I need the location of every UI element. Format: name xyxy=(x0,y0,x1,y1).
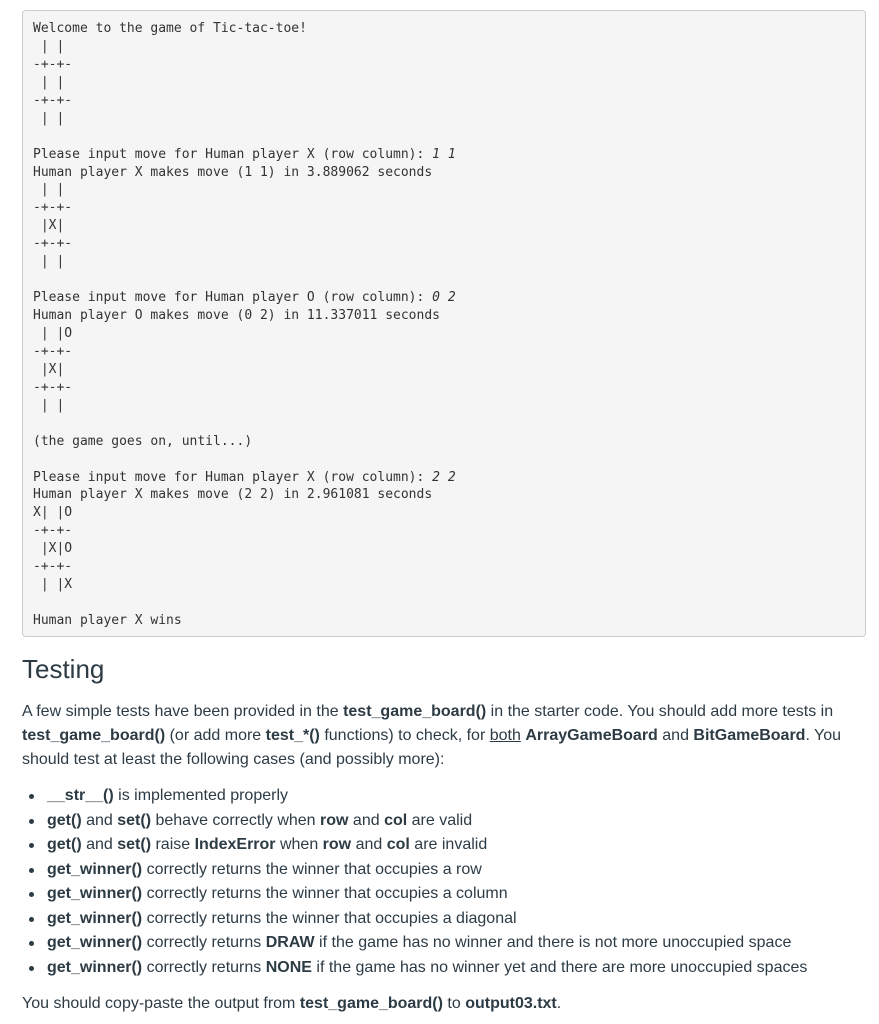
terminal-line: Human player X wins xyxy=(33,613,182,629)
terminal-line: -+-+- xyxy=(33,343,73,359)
user-input-value: 2 2 xyxy=(432,469,456,485)
class-name: ArrayGameBoard xyxy=(525,727,658,744)
terminal-line: -+-+- xyxy=(33,200,73,216)
terminal-line: | | xyxy=(33,182,73,198)
terminal-line: Human player X makes move (1 1) in 3.889062 seconds xyxy=(33,164,433,180)
list-item: get() and set() raise IndexError when row and col are invalid xyxy=(22,833,807,858)
terminal-line: Please input move for Human player O (row column): 0 2 xyxy=(33,290,456,306)
function-name: test_game_board() xyxy=(343,703,487,720)
terminal-line: | |O xyxy=(33,325,73,341)
terminal-line: |X| xyxy=(33,361,73,377)
function-name: test_game_board() xyxy=(22,727,166,744)
terminal-output-block xyxy=(22,10,866,637)
list-item: get_winner() correctly returns the winner that occupies a row xyxy=(22,858,807,883)
terminal-line: | | xyxy=(33,110,73,126)
list-item: get_winner() correctly returns NONE if the game has no winner yet and there are more unoccupied spaces xyxy=(22,956,807,981)
list-item: get_winner() correctly returns DRAW if the game has no winner and there is not more unoccupied space xyxy=(22,931,807,956)
terminal-line: (the game goes on, until...) xyxy=(33,433,253,449)
underlined-emphasis: both xyxy=(489,727,521,744)
terminal-line: |X|O xyxy=(33,541,73,557)
terminal-line: -+-+- xyxy=(33,379,73,395)
terminal-line: | | xyxy=(33,254,73,270)
list-item: __str__() is implemented properly xyxy=(22,784,807,809)
terminal-line: X| |O xyxy=(33,505,73,521)
terminal-line: | | xyxy=(33,38,73,54)
function-name: test_game_board() xyxy=(299,995,443,1012)
function-name: test_*() xyxy=(265,727,320,744)
terminal-line: -+-+- xyxy=(33,56,73,72)
terminal-line: | |X xyxy=(33,577,73,593)
terminal-line: | | xyxy=(33,74,73,90)
terminal-line: Please input move for Human player X (row column): 1 1 xyxy=(33,146,456,162)
terminal-line: Welcome to the game of Tic-tac-toe! xyxy=(33,21,307,36)
terminal-line: | | xyxy=(33,397,73,413)
user-input-value: 1 1 xyxy=(432,146,456,162)
output-instruction-paragraph: You should copy-paste the output from test_game_board() to output03.txt. xyxy=(22,995,562,1012)
test-cases-list xyxy=(22,784,807,980)
class-name: BitGameBoard xyxy=(693,727,806,744)
terminal-line: Human player O makes move (0 2) in 11.337011 seconds xyxy=(33,308,440,324)
terminal-line: Please input move for Human player X (row column): 2 2 xyxy=(33,469,456,485)
section-heading-testing: Testing xyxy=(22,654,105,684)
list-item: get() and set() behave correctly when row and col are valid xyxy=(22,809,807,834)
user-input-value: 0 2 xyxy=(432,290,456,306)
terminal-line: -+-+- xyxy=(33,92,73,108)
terminal-line: -+-+- xyxy=(33,523,73,539)
terminal-line: -+-+- xyxy=(33,559,73,575)
terminal-line: Human player X makes move (2 2) in 2.961081 seconds xyxy=(33,487,433,503)
terminal-line: |X| xyxy=(33,218,73,234)
terminal-line: -+-+- xyxy=(33,236,73,252)
list-item: get_winner() correctly returns the winner that occupies a diagonal xyxy=(22,907,807,932)
file-name: output03.txt xyxy=(465,995,557,1012)
testing-intro-paragraph: A few simple tests have been provided in the test_game_board() in the starter code. You should add more tests in test_game_board() (or add more test_*() functions) to check, for both ArrayGameBoard and BitGameBoard. You should test at least the following cases (and possibly more): xyxy=(22,703,842,768)
list-item: get_winner() correctly returns the winner that occupies a column xyxy=(22,882,807,907)
